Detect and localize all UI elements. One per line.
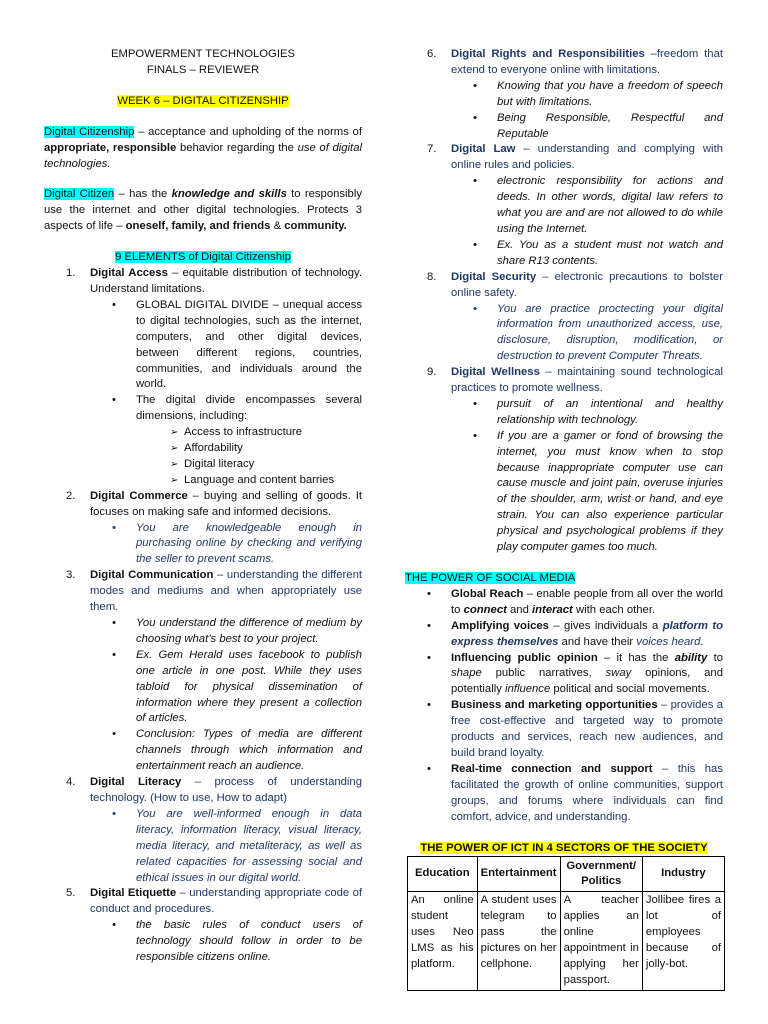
- digital-citizenship-definition: Digital Citizenship – acceptance and upholding of the norms of appropriate, responsible behavior regarding the use of digital technologies.: [44, 125, 362, 170]
- digital-citizen-definition: Digital Citizen – has the knowledge and skills to responsibly use the internet and other digital technologies. Protects 3 aspects of life – oneself, family, and friends & community.: [44, 188, 362, 233]
- list-item: • electronic responsibility for actions and deeds. In other words, digital law refers to what you are and are not allowed to do while using the Internet.: [405, 174, 723, 238]
- doc-subtitle: FINALS – REVIEWER: [146, 63, 260, 76]
- element-digital-communication: 3. Digital Communication – understanding the different modes and mediums and when appropriately use them.: [66, 569, 363, 614]
- list-item: • You are practice proctecting your digital information from unauthorized access, use, disclosure, disruption, modification, or destruction to prevent Computer Threats.: [405, 302, 723, 366]
- doc-title: EMPOWERMENT TECHNOLOGIES: [110, 48, 296, 60]
- list-item: ➢ Language and content barries: [44, 473, 362, 489]
- element-digital-wellness: 9. Digital Wellness – maintaining sound technological practices to promote wellness.: [427, 366, 723, 395]
- element-digital-commerce: 2. Digital Commerce – buying and selling of goods. It focuses on making safe and informed decisions.: [66, 489, 362, 518]
- social-amplifying-voices: • Amplifying voices – gives individuals a platform to express themselves and have their voices heard.: [405, 619, 723, 651]
- social-media-heading: THE POWER OF SOCIAL MEDIA: [405, 572, 576, 584]
- table-header: Government/ Politics: [560, 857, 642, 892]
- ict-heading: THE POWER OF ICT IN 4 SECTORS OF THE SOCIETY: [420, 841, 708, 854]
- list-item: • Ex. Gem Herald uses facebook to publish one article in one post. While they uses tabloid for physical dissemination of information where they present a collection of articles.: [44, 648, 362, 728]
- list-item: • the basic rules of conduct users of technology should follow in order to be responsible citizens online.: [44, 918, 362, 966]
- social-public-opinion: • Influencing public opinion – it has the ability to shape public narratives, sway opinions, and potentially influence political and social movements.: [405, 651, 723, 699]
- list-item: • You are well-informed enough in data literacy, information literacy, visual literacy, media literacy, and metaliteracy, as well as related capacities for assessing social and ethical issues in our digital world.: [44, 807, 362, 887]
- table-header: Entertainment: [477, 857, 560, 892]
- list-item: ➢ Digital literacy: [44, 457, 362, 473]
- element-digital-rights: 6. Digital Rights and Responsibilities –freedom that extend to everyone online with limitations.: [427, 48, 723, 76]
- table-header: Education: [408, 857, 478, 892]
- list-item: • GLOBAL DIGITAL DIVIDE – unequal access to digital technologies, such as the internet, computers, and other digital devices, between different regions, countries, communities, and individuals around the world.: [44, 298, 362, 393]
- element-digital-access: 1. Digital Access – equitable distribution of technology. Understand limitations.: [66, 267, 363, 295]
- social-global-reach: • Global Reach – enable people from all over the world to connect and interact with each other.: [405, 587, 723, 619]
- table-cell: Jollibee fires a lot of employees because of jolly-bot.: [642, 892, 724, 990]
- element-digital-literacy: 4. Digital Literacy – process of understanding technology. (How to use, How to adapt): [66, 776, 362, 804]
- list-item: ➢ Affordability: [44, 441, 362, 457]
- ict-table: [407, 856, 725, 990]
- element-digital-security: 8. Digital Security – electronic precautions to bolster online safety.: [427, 270, 723, 299]
- element-digital-law: 7. Digital Law – understanding and complying with online rules and policies.: [427, 143, 723, 172]
- week-heading: WEEK 6 – DIGITAL CITIZENSHIP: [117, 94, 289, 107]
- list-item: • Being Responsible, Respectful and Reputable: [405, 111, 723, 143]
- list-item: • If you are a gamer or fond of browsing the internet, you must know when to stop because inappropriate computer use can cause muscle and joint pain, overuse injuries of the shoulder, arm, wrist or hand, and eye strain. You can also experience particular physical and psychological problems if they play computer games too much.: [405, 429, 723, 556]
- table-cell: A student uses telegram to pass the pictures on her cellphone.: [477, 892, 560, 990]
- element-digital-etiquette: 5. Digital Etiquette – understanding appropriate code of conduct and procedures.: [66, 887, 363, 916]
- table-header: Industry: [642, 857, 724, 892]
- list-item: • The digital divide encompasses several dimensions, including:: [44, 393, 362, 425]
- list-item: • Conclusion: Types of media are different channels through which information and entertainment reach an audience.: [44, 727, 362, 775]
- list-item: • Ex. You as a student must not watch and share R13 contents.: [405, 238, 723, 270]
- right-column: [405, 47, 723, 991]
- social-realtime-support: • Real-time connection and support – this has facilitated the growth of online communities, support groups, and forums where individuals can find comfort, advice, and understanding.: [405, 762, 723, 826]
- social-business-marketing: • Business and marketing opportunities – provides a free cost-effective and targeted way to promote products and services, reach new audiences, and build brand loyalty.: [405, 698, 723, 762]
- list-item: ➢ Access to infrastructure: [44, 425, 362, 441]
- list-item: • pursuit of an intentional and healthy relationship with technology.: [405, 397, 723, 429]
- list-item: • You are knowledgeable enough in purchasing online by checking and verifying the seller to prevent scams.: [44, 521, 362, 569]
- table-cell: An online student uses Neo LMS as his platform.: [408, 892, 478, 990]
- table-cell: A teacher applies an online appointment in applying her passport.: [560, 892, 642, 990]
- list-item: • You understand the difference of medium by choosing what’s best to your project.: [44, 616, 362, 648]
- elements-heading: 9 ELEMENTS of Digital Citizenship: [115, 251, 291, 264]
- table-row: [408, 892, 725, 990]
- list-item: • Knowing that you have a freedom of speech but with limitations.: [405, 79, 723, 111]
- left-column: [44, 0, 362, 966]
